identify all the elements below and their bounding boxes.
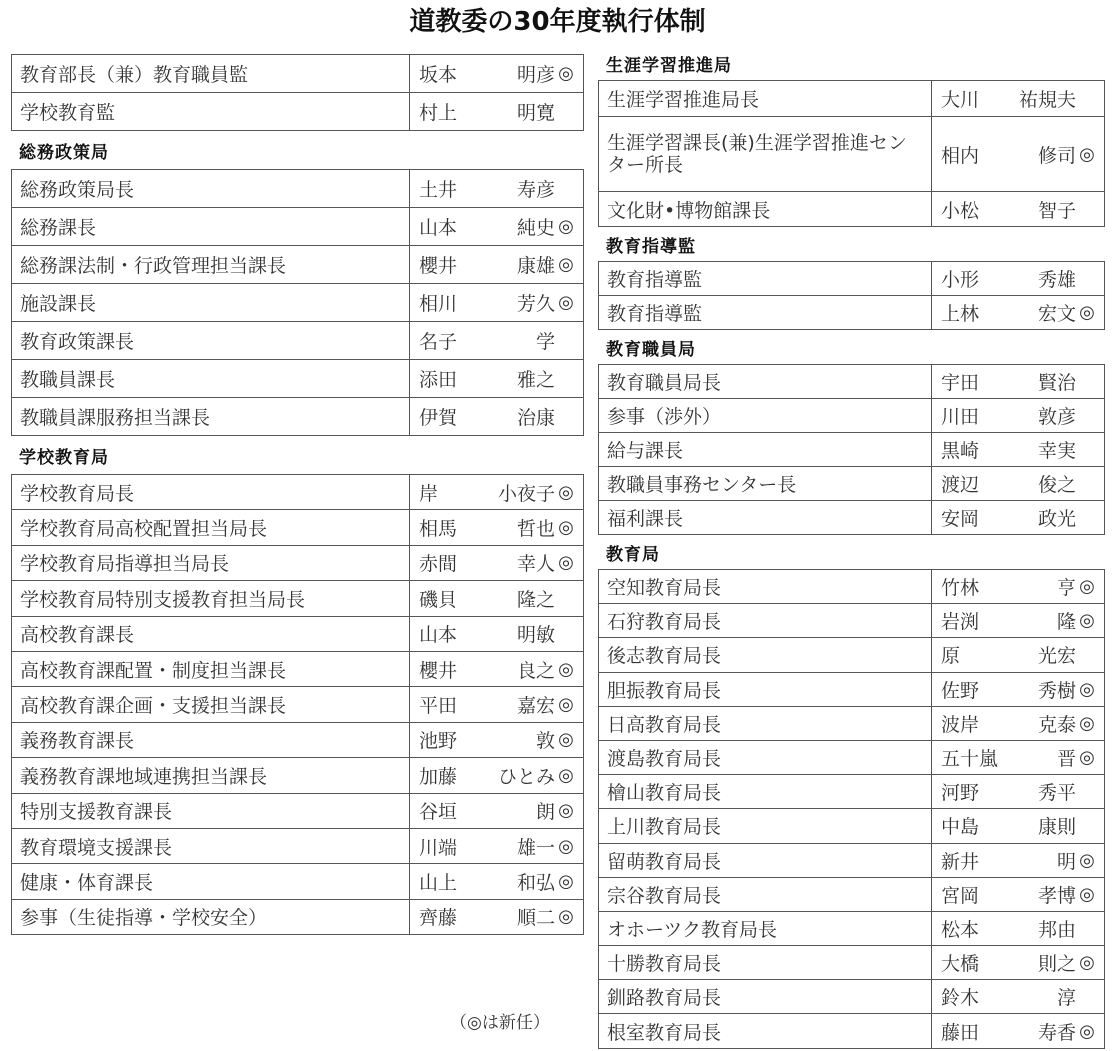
new-appointment-mark-icon: ◎ — [558, 870, 574, 892]
name-cell — [410, 246, 584, 284]
new-appointment-mark-icon: ◎ — [1079, 576, 1095, 598]
name-cell — [410, 55, 584, 93]
surname: 佐野 — [941, 679, 980, 702]
given-name: 雅之 — [516, 369, 555, 391]
table-row — [599, 399, 1105, 433]
name-cell — [932, 399, 1105, 433]
surname: 岸 — [419, 482, 439, 505]
page-title: 道教委の30年度執行体制 — [409, 7, 706, 37]
table-row — [599, 706, 1105, 740]
position-cell: 空知教育局長 — [599, 570, 932, 604]
name-cell — [932, 296, 1105, 330]
name-cell — [410, 828, 584, 863]
position-cell: 教職員課長 — [12, 360, 410, 398]
personnel-table — [598, 364, 1105, 535]
table-row — [12, 398, 584, 436]
given-name: 順二 — [516, 907, 555, 930]
name-cell — [932, 775, 1105, 809]
name-cell — [932, 809, 1105, 843]
given-name: 寿彦 — [516, 179, 555, 201]
new-appointment-mark-icon: ◎ — [558, 694, 574, 716]
table-row — [12, 360, 584, 398]
surname: 五十嵐 — [941, 748, 999, 771]
position-cell: 檜山教育局長 — [599, 775, 932, 809]
name-cell — [932, 433, 1105, 467]
given-name: 克泰 — [1037, 713, 1076, 736]
given-name: 学 — [535, 331, 555, 353]
legend-note: （◎は新任） — [450, 1013, 550, 1033]
surname: 宇田 — [941, 372, 980, 394]
given-name: 智子 — [1037, 199, 1076, 222]
given-name: 治康 — [516, 407, 555, 429]
table-row — [599, 911, 1105, 945]
surname: 池野 — [419, 730, 458, 753]
name-cell — [932, 117, 1105, 192]
table-row — [599, 638, 1105, 672]
given-name: 幸実 — [1037, 440, 1076, 462]
surname: 土井 — [419, 179, 458, 201]
given-name: 幸人 — [516, 553, 555, 576]
surname: 波岸 — [941, 713, 980, 736]
new-appointment-mark-icon: ◎ — [558, 63, 574, 84]
given-name: 敦 — [535, 730, 555, 753]
new-appointment-mark-icon: ◎ — [1079, 678, 1095, 700]
name-cell — [932, 365, 1105, 399]
name-cell — [410, 208, 584, 246]
surname: 村上 — [419, 102, 458, 124]
table-row — [599, 843, 1105, 877]
surname: 小形 — [941, 269, 980, 291]
surname: 相馬 — [419, 518, 458, 541]
surname: 松本 — [941, 918, 980, 941]
section-heading: 教育職員局 — [606, 339, 696, 360]
position-cell: 後志教育局長 — [599, 638, 932, 672]
name-cell — [932, 262, 1105, 296]
surname: 中島 — [941, 816, 980, 839]
given-name: 秀雄 — [1037, 269, 1076, 291]
table-row — [12, 55, 584, 93]
given-name: 修司 — [1037, 144, 1076, 167]
table-row — [12, 687, 584, 722]
surname: 山上 — [419, 871, 458, 894]
position-cell: 高校教育課企画・支援担当課長 — [12, 687, 410, 722]
name-cell — [410, 722, 584, 757]
name-cell — [410, 616, 584, 651]
name-cell — [932, 604, 1105, 638]
position-cell: 総務課長 — [12, 208, 410, 246]
given-name: 晋 — [1056, 748, 1076, 771]
table-row — [12, 722, 584, 757]
position-cell: 教育環境支援課長 — [12, 828, 410, 863]
name-cell — [410, 322, 584, 360]
table-row — [599, 570, 1105, 604]
surname: 岩渕 — [941, 611, 980, 634]
name-cell — [932, 843, 1105, 877]
name-cell — [932, 570, 1105, 604]
right-column — [598, 46, 1105, 1049]
surname: 黒崎 — [941, 440, 980, 462]
left-column — [11, 54, 584, 935]
surname: 原 — [941, 645, 961, 668]
name-cell — [410, 899, 584, 934]
table-row — [12, 545, 584, 580]
table-row — [599, 433, 1105, 467]
surname: 宮岡 — [941, 884, 980, 907]
name-cell — [410, 510, 584, 545]
surname: 伊賀 — [419, 407, 458, 429]
surname: 大橋 — [941, 953, 980, 976]
position-cell: 学校教育局長 — [12, 475, 410, 510]
name-cell — [932, 672, 1105, 706]
table-row — [12, 793, 584, 828]
table-row — [12, 170, 584, 208]
given-name: 淳 — [1056, 987, 1076, 1010]
given-name: 則之 — [1037, 953, 1076, 976]
surname: 大川 — [941, 89, 980, 111]
surname: 坂本 — [419, 64, 458, 86]
surname: 齊藤 — [419, 907, 458, 930]
given-name: 敦彦 — [1037, 406, 1076, 428]
table-row — [599, 740, 1105, 774]
new-appointment-mark-icon: ◎ — [558, 552, 574, 574]
name-cell — [932, 911, 1105, 945]
name-cell — [932, 706, 1105, 740]
surname: 櫻井 — [419, 255, 458, 277]
surname: 櫻井 — [419, 659, 458, 682]
given-name: 邦由 — [1037, 918, 1076, 941]
position-cell: 石狩教育局長 — [599, 604, 932, 638]
personnel-table — [598, 261, 1105, 330]
table-row — [599, 672, 1105, 706]
position-cell: 教育指導監 — [599, 296, 932, 330]
position-cell: 生涯学習課長(兼)生涯学習推進センター所長 — [599, 117, 932, 192]
position-cell: 文化財•博物館課長 — [599, 192, 932, 227]
table-row — [599, 980, 1105, 1014]
position-cell: 教育指導監 — [599, 262, 932, 296]
surname: 鈴木 — [941, 987, 980, 1010]
name-cell — [932, 501, 1105, 535]
new-appointment-mark-icon: ◎ — [558, 906, 574, 928]
table-row — [12, 475, 584, 510]
given-name: 純史 — [516, 217, 555, 239]
new-appointment-mark-icon: ◎ — [558, 481, 574, 503]
personnel-table — [598, 80, 1105, 227]
given-name: ひとみ — [497, 765, 555, 788]
new-appointment-mark-icon: ◎ — [1079, 712, 1095, 734]
table-row — [12, 899, 584, 934]
given-name: 孝博 — [1037, 884, 1076, 907]
surname: 藤田 — [941, 1021, 980, 1044]
personnel-table — [11, 474, 584, 935]
personnel-table — [11, 54, 584, 131]
name-cell — [932, 980, 1105, 1014]
position-cell: 学校教育局高校配置担当局長 — [12, 510, 410, 545]
table-row — [12, 93, 584, 131]
position-cell: 渡島教育局長 — [599, 740, 932, 774]
table-row — [12, 208, 584, 246]
surname: 添田 — [419, 369, 458, 391]
position-cell: 日高教育局長 — [599, 706, 932, 740]
name-cell — [410, 475, 584, 510]
surname: 安岡 — [941, 508, 980, 530]
name-cell — [410, 581, 584, 616]
new-appointment-mark-icon: ◎ — [558, 729, 574, 751]
table-row — [12, 246, 584, 284]
new-appointment-mark-icon: ◎ — [1079, 883, 1095, 905]
name-cell — [932, 81, 1105, 117]
position-cell: 教育政策課長 — [12, 322, 410, 360]
position-cell: 義務教育課地域連携担当課長 — [12, 758, 410, 793]
surname: 上林 — [941, 303, 980, 325]
surname: 相川 — [419, 293, 458, 315]
name-cell — [410, 687, 584, 722]
position-cell: 福利課長 — [599, 501, 932, 535]
new-appointment-mark-icon: ◎ — [558, 254, 574, 275]
table-row — [599, 467, 1105, 501]
surname: 赤間 — [419, 553, 458, 576]
position-cell: 給与課長 — [599, 433, 932, 467]
name-cell — [410, 398, 584, 436]
given-name: 政光 — [1037, 508, 1076, 530]
new-appointment-mark-icon: ◎ — [1079, 1020, 1095, 1042]
name-cell — [410, 793, 584, 828]
table-row — [12, 284, 584, 322]
name-cell — [410, 864, 584, 899]
position-cell: 総務課法制・行政管理担当課長 — [12, 246, 410, 284]
new-appointment-mark-icon: ◎ — [1079, 747, 1095, 769]
given-name: 隆之 — [516, 588, 555, 611]
section-heading: 総務政策局 — [19, 142, 109, 163]
surname: 竹林 — [941, 577, 980, 600]
given-name: 秀平 — [1037, 782, 1076, 805]
position-cell: 参事（渉外） — [599, 399, 932, 433]
new-appointment-mark-icon: ◎ — [1079, 849, 1095, 871]
position-cell: 学校教育局指導担当局長 — [12, 545, 410, 580]
table-row — [12, 758, 584, 793]
new-appointment-mark-icon: ◎ — [558, 517, 574, 539]
section-heading: 学校教育局 — [19, 447, 109, 468]
surname: 新井 — [941, 850, 980, 873]
position-cell: 参事（生徒指導・学校安全） — [12, 899, 410, 934]
name-cell — [410, 170, 584, 208]
given-name: 哲也 — [516, 518, 555, 541]
surname: 小松 — [941, 199, 980, 222]
table-row — [12, 581, 584, 616]
position-cell: 教職員事務センター長 — [599, 467, 932, 501]
given-name: 嘉宏 — [516, 695, 555, 718]
surname: 加藤 — [419, 765, 458, 788]
given-name: 朗 — [535, 801, 555, 824]
given-name: 康雄 — [516, 255, 555, 277]
given-name: 明寛 — [516, 102, 555, 124]
position-cell: 施設課長 — [12, 284, 410, 322]
table-row — [599, 775, 1105, 809]
name-cell — [932, 946, 1105, 980]
given-name: 雄一 — [516, 836, 555, 859]
given-name: 祐規夫 — [1018, 89, 1076, 111]
table-row — [599, 946, 1105, 980]
surname: 相内 — [941, 144, 980, 167]
surname: 山本 — [419, 624, 458, 647]
table-row — [599, 296, 1105, 330]
name-cell — [410, 651, 584, 686]
name-cell — [932, 877, 1105, 911]
table-row — [599, 809, 1105, 843]
given-name: 芳久 — [516, 293, 555, 315]
surname: 磯貝 — [419, 588, 458, 611]
table-row — [12, 828, 584, 863]
table-row — [12, 510, 584, 545]
position-cell: 留萌教育局長 — [599, 843, 932, 877]
given-name: 隆 — [1056, 611, 1076, 634]
new-appointment-mark-icon: ◎ — [558, 216, 574, 237]
position-cell: 義務教育課長 — [12, 722, 410, 757]
name-cell — [410, 284, 584, 322]
section-heading: 教育指導監 — [606, 236, 696, 257]
personnel-table — [11, 169, 584, 436]
table-row — [12, 864, 584, 899]
position-cell: 十勝教育局長 — [599, 946, 932, 980]
table-row — [599, 365, 1105, 399]
new-appointment-mark-icon: ◎ — [1079, 302, 1095, 323]
given-name: 光宏 — [1037, 645, 1076, 668]
table-row — [599, 604, 1105, 638]
table-row — [599, 117, 1105, 192]
new-appointment-mark-icon: ◎ — [558, 835, 574, 857]
name-cell — [410, 545, 584, 580]
given-name: 亨 — [1056, 577, 1076, 600]
given-name: 宏文 — [1037, 303, 1076, 325]
given-name: 明 — [1056, 850, 1076, 873]
given-name: 良之 — [516, 659, 555, 682]
new-appointment-mark-icon: ◎ — [1079, 952, 1095, 974]
name-cell — [410, 360, 584, 398]
position-cell: 教育部長（兼）教育職員監 — [12, 55, 410, 93]
given-name: 明彦 — [516, 64, 555, 86]
new-appointment-mark-icon: ◎ — [1079, 143, 1095, 165]
surname: 渡辺 — [941, 474, 980, 496]
position-cell: 教職員課服務担当課長 — [12, 398, 410, 436]
given-name: 康則 — [1037, 816, 1076, 839]
given-name: 賢治 — [1037, 372, 1076, 394]
personnel-table — [598, 569, 1105, 1049]
new-appointment-mark-icon: ◎ — [558, 800, 574, 822]
position-cell: 総務政策局長 — [12, 170, 410, 208]
given-name: 和弘 — [516, 871, 555, 894]
name-cell — [410, 93, 584, 131]
name-cell — [932, 467, 1105, 501]
given-name: 秀樹 — [1037, 679, 1076, 702]
table-row — [12, 322, 584, 360]
position-cell: オホーツク教育局長 — [599, 911, 932, 945]
given-name: 明敏 — [516, 624, 555, 647]
surname: 川田 — [941, 406, 980, 428]
table-row — [599, 262, 1105, 296]
position-cell: 健康・体育課長 — [12, 864, 410, 899]
surname: 名子 — [419, 331, 458, 353]
position-cell: 高校教育課長 — [12, 616, 410, 651]
given-name: 俊之 — [1037, 474, 1076, 496]
position-cell: 上川教育局長 — [599, 809, 932, 843]
name-cell — [410, 758, 584, 793]
new-appointment-mark-icon: ◎ — [558, 764, 574, 786]
section-heading: 教育局 — [606, 544, 660, 565]
surname: 山本 — [419, 217, 458, 239]
position-cell: 生涯学習推進局長 — [599, 81, 932, 117]
given-name: 寿香 — [1037, 1021, 1076, 1044]
position-cell: 特別支援教育課長 — [12, 793, 410, 828]
position-cell: 学校教育局特別支援教育担当局長 — [12, 581, 410, 616]
name-cell — [932, 740, 1105, 774]
new-appointment-mark-icon: ◎ — [558, 292, 574, 313]
table-row — [12, 616, 584, 651]
surname: 谷垣 — [419, 801, 458, 824]
table-row — [599, 1014, 1105, 1048]
table-row — [599, 192, 1105, 227]
new-appointment-mark-icon: ◎ — [1079, 610, 1095, 632]
table-row — [599, 81, 1105, 117]
position-cell: 教育職員局長 — [599, 365, 932, 399]
new-appointment-mark-icon: ◎ — [558, 658, 574, 680]
position-cell: 高校教育課配置・制度担当課長 — [12, 651, 410, 686]
position-cell: 学校教育監 — [12, 93, 410, 131]
name-cell — [932, 192, 1105, 227]
name-cell — [932, 1014, 1105, 1048]
surname: 川端 — [419, 836, 458, 859]
table-row — [599, 877, 1105, 911]
given-name: 小夜子 — [497, 482, 555, 505]
position-cell: 胆振教育局長 — [599, 672, 932, 706]
name-cell — [932, 638, 1105, 672]
table-row — [12, 651, 584, 686]
position-cell: 宗谷教育局長 — [599, 877, 932, 911]
position-cell: 根室教育局長 — [599, 1014, 932, 1048]
table-row — [599, 501, 1105, 535]
surname: 河野 — [941, 782, 980, 805]
surname: 平田 — [419, 695, 458, 718]
section-heading: 生涯学習推進局 — [606, 55, 732, 76]
position-cell: 釧路教育局長 — [599, 980, 932, 1014]
